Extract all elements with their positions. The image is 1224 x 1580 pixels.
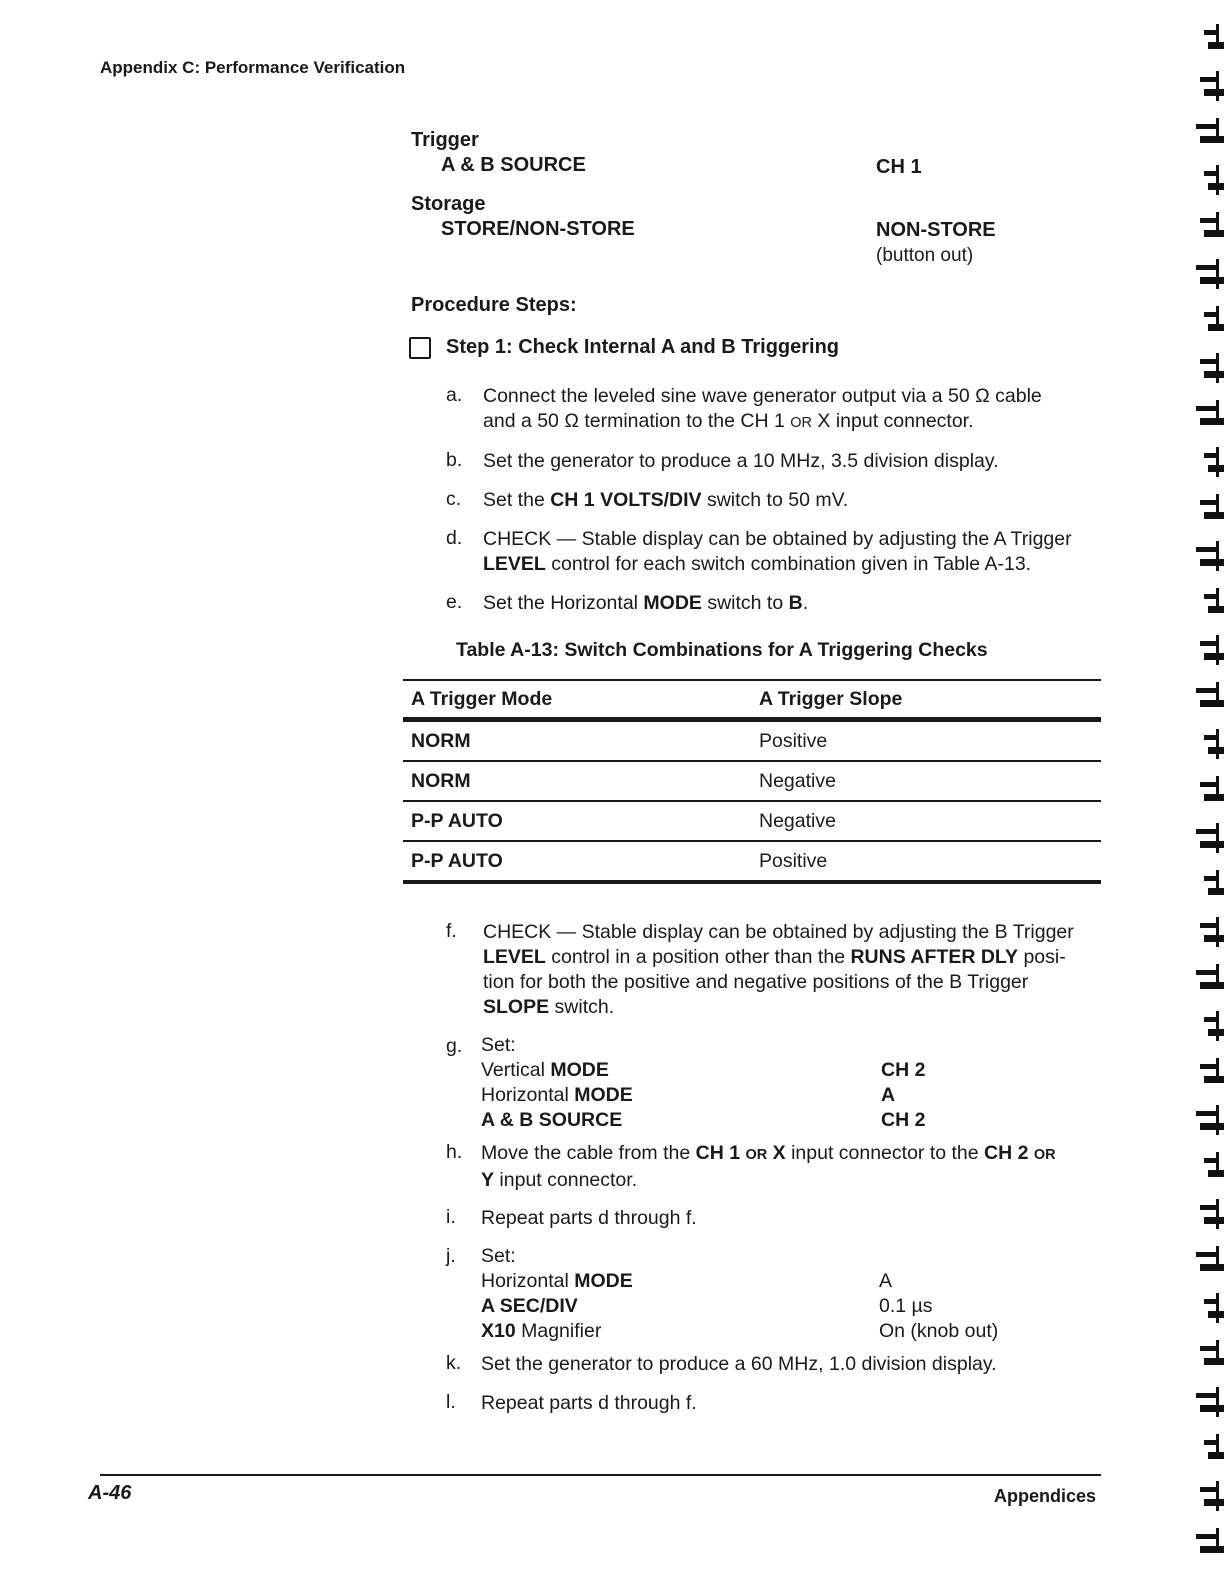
step-a-text bbox=[483, 384, 1103, 436]
table-row bbox=[403, 801, 1101, 841]
step-label-k: k. bbox=[446, 1352, 462, 1374]
binding-mark bbox=[1196, 541, 1224, 571]
binding-mark bbox=[1200, 776, 1224, 801]
binding-mark bbox=[1204, 306, 1224, 331]
binding-mark bbox=[1204, 165, 1224, 195]
step-g-row2: Horizontal MODE bbox=[481, 1084, 633, 1106]
binding-mark bbox=[1196, 823, 1224, 853]
step-e-text: Set the Horizontal MODE switch to B. bbox=[483, 592, 809, 614]
binding-mark bbox=[1204, 588, 1224, 613]
binding-mark bbox=[1200, 1058, 1224, 1083]
binding-mark bbox=[1200, 917, 1224, 947]
step-c-text: Set the CH 1 VOLTS/DIV switch to 50 mV. bbox=[483, 489, 849, 511]
step-f-text: CHECK — Stable display can be obtained by adjusting the B Trigger LEVEL control in a position other than the RUNS AFTER DLY posi- tion for both the positive and negative positions of the B Trigger SLOPE switch. bbox=[483, 921, 1074, 1018]
table-cell-mode: P-P AUTO bbox=[403, 841, 751, 882]
binding-mark bbox=[1196, 1528, 1224, 1553]
binding-mark bbox=[1204, 24, 1224, 49]
binding-mark bbox=[1200, 1340, 1224, 1365]
step-j-row1: Horizontal MODE bbox=[481, 1270, 633, 1292]
step-label-e: e. bbox=[446, 591, 463, 613]
trigger-source-item: A & B SOURCE bbox=[441, 154, 586, 176]
step-checkbox[interactable] bbox=[409, 337, 431, 359]
step-label-h: h. bbox=[446, 1141, 463, 1163]
binding-mark bbox=[1200, 1481, 1224, 1511]
binding-mark bbox=[1196, 1105, 1224, 1135]
step-label-d: d. bbox=[446, 527, 463, 549]
step-h-text: Move the cable from the CH 1 OR X input connector to the CH 2 OR Y input connector. bbox=[481, 1142, 1056, 1191]
table-cell-mode: NORM bbox=[403, 720, 751, 762]
step1-title: Step 1: Check Internal A and B Triggering bbox=[446, 336, 840, 358]
step-g-row1: Vertical MODE bbox=[481, 1059, 609, 1081]
step-j-intro: Set: bbox=[481, 1245, 516, 1267]
binding-mark bbox=[1196, 1246, 1224, 1271]
table-row bbox=[403, 761, 1101, 801]
table-cell-slope: Positive bbox=[751, 720, 1101, 762]
step-label-l: l. bbox=[446, 1391, 456, 1413]
step-j-row3: X10 Magnifier bbox=[481, 1320, 602, 1342]
table-row bbox=[403, 841, 1101, 882]
binding-mark bbox=[1204, 870, 1224, 895]
storage-note: (button out) bbox=[876, 245, 974, 266]
step-g-row2-value: A bbox=[881, 1084, 896, 1106]
step-label-i: i. bbox=[446, 1206, 456, 1228]
step-j-row2-value: 0.1 µs bbox=[879, 1295, 933, 1317]
binding-edge-marks bbox=[1176, 0, 1224, 1580]
trigger-heading: Trigger bbox=[411, 129, 479, 151]
binding-mark bbox=[1196, 1387, 1224, 1417]
binding-mark bbox=[1196, 400, 1224, 425]
binding-mark bbox=[1200, 1199, 1224, 1229]
step-b-text: Set the generator to produce a 10 MHz, 3.5 division display. bbox=[483, 450, 999, 472]
table-row bbox=[403, 720, 1101, 762]
step-g-row1-value: CH 2 bbox=[881, 1059, 926, 1081]
step-label-c: c. bbox=[446, 488, 462, 510]
step-i-text: Repeat parts d through f. bbox=[481, 1207, 697, 1229]
binding-mark bbox=[1200, 635, 1224, 665]
step-g-row3-value: CH 2 bbox=[881, 1109, 926, 1131]
binding-mark bbox=[1200, 71, 1224, 101]
footer-rule bbox=[100, 1474, 1101, 1476]
step-j-row1-value: A bbox=[879, 1270, 893, 1292]
step-a-line1: Connect the leveled sine wave generator output via a 50 Ω cable bbox=[483, 385, 1042, 407]
step-d-text: CHECK — Stable display can be obtained by adjusting the A Trigger LEVEL control for each switch combination given in Table A-13. bbox=[483, 528, 1072, 575]
binding-mark bbox=[1204, 1152, 1224, 1177]
step-label-b: b. bbox=[446, 449, 463, 471]
binding-mark bbox=[1196, 964, 1224, 989]
binding-mark bbox=[1196, 118, 1224, 143]
table-header-slope: A Trigger Slope bbox=[751, 680, 1101, 720]
trigger-source-value: CH 1 bbox=[876, 156, 922, 178]
storage-heading: Storage bbox=[411, 193, 486, 215]
binding-mark bbox=[1204, 447, 1224, 477]
footer-section: Appendices bbox=[994, 1486, 1097, 1506]
table-header-mode: A Trigger Mode bbox=[403, 680, 751, 720]
table-cell-slope: Positive bbox=[751, 841, 1101, 882]
page-number: A-46 bbox=[88, 1482, 132, 1504]
table-cell-slope: Negative bbox=[751, 761, 1101, 801]
step-label-a: a. bbox=[446, 384, 463, 406]
switch-combinations-table bbox=[403, 679, 1101, 884]
step-label-j: j. bbox=[446, 1245, 456, 1267]
binding-mark bbox=[1200, 353, 1224, 383]
binding-mark bbox=[1204, 1293, 1224, 1323]
table-cell-mode: NORM bbox=[403, 761, 751, 801]
binding-mark bbox=[1196, 682, 1224, 707]
storage-value: NON-STORE bbox=[876, 219, 996, 241]
step-g-intro: Set: bbox=[481, 1034, 516, 1056]
table-cell-slope: Negative bbox=[751, 801, 1101, 841]
step-label-f: f. bbox=[446, 920, 457, 942]
step-j-row2: A SEC/DIV bbox=[481, 1295, 578, 1317]
step-label-g: g. bbox=[446, 1035, 463, 1057]
binding-mark bbox=[1204, 729, 1224, 759]
binding-mark bbox=[1204, 1011, 1224, 1041]
step-a-line2: and a 50 Ω termination to the CH 1 OR X input connector. bbox=[483, 410, 974, 432]
step-g-row3: A & B SOURCE bbox=[481, 1109, 623, 1131]
step-l-text: Repeat parts d through f. bbox=[481, 1392, 697, 1414]
binding-mark bbox=[1200, 212, 1224, 237]
running-header: Appendix C: Performance Verification bbox=[100, 58, 406, 77]
binding-mark bbox=[1200, 494, 1224, 519]
binding-mark bbox=[1196, 259, 1224, 289]
binding-mark bbox=[1204, 1434, 1224, 1459]
storage-item: STORE/NON-STORE bbox=[441, 218, 635, 240]
table-caption: Table A-13: Switch Combinations for A Triggering Checks bbox=[456, 639, 988, 661]
step-j-row3-value: On (knob out) bbox=[879, 1320, 999, 1342]
procedure-heading: Procedure Steps: bbox=[411, 294, 577, 316]
table-cell-mode: P-P AUTO bbox=[403, 801, 751, 841]
step-k-text: Set the generator to produce a 60 MHz, 1.0 division display. bbox=[481, 1353, 997, 1375]
